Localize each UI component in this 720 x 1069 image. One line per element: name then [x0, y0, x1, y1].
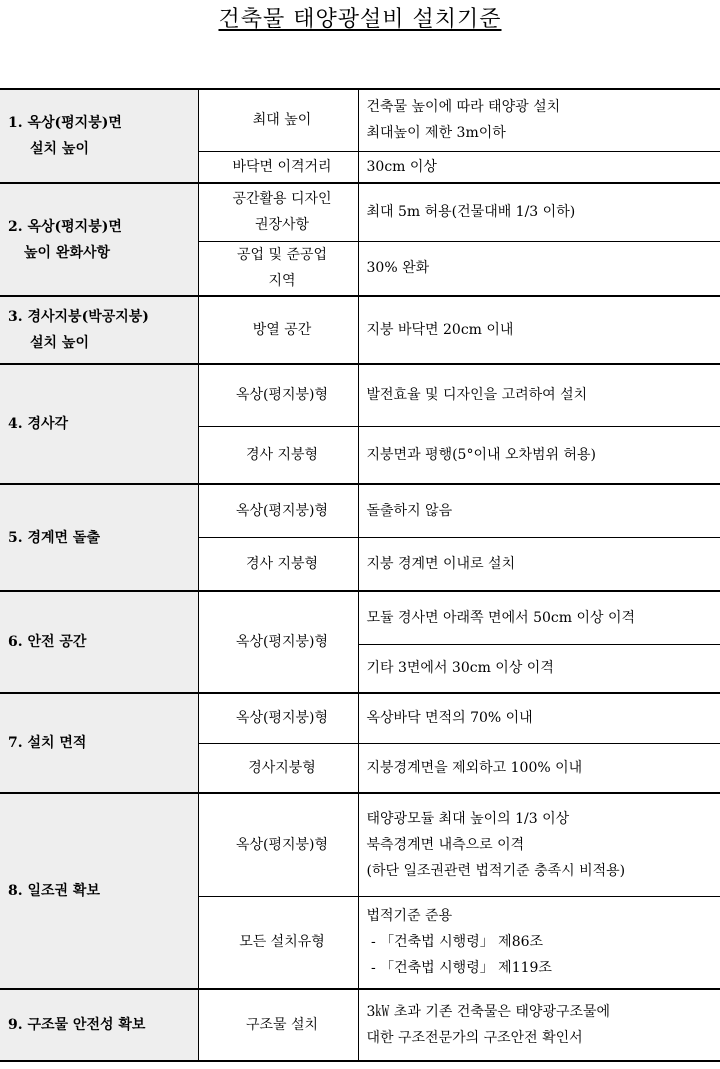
subcategory-cell: 경사 지붕형 [198, 426, 358, 484]
subcategory-cell: 모든 설치유형 [198, 896, 358, 989]
table-row [0, 693, 720, 743]
description-cell: 모듈 경사면 아래쪽 면에서 50cm 이상 이격 [358, 591, 720, 644]
subcategory-cell: 공간활용 디자인 권장사항 [198, 183, 358, 241]
document-title: 건축물 태양광설비 설치기준 [218, 7, 502, 32]
description-cell: 지붕면과 평행(5°이내 오차범위 허용) [358, 426, 720, 484]
description-cell: 3㎾ 초과 기존 건축물은 태양광구조물에 대한 구조전문가의 구조안전 확인서 [358, 989, 720, 1061]
subcategory-cell: 옥상(평지붕)형 [198, 793, 358, 896]
description-cell: 최대 5m 허용(건물대배 1/3 이하) [358, 183, 720, 241]
category-cell: 7. 설치 면적 [0, 693, 198, 793]
category-cell: 4. 경사각 [0, 364, 198, 484]
subcategory-cell: 방열 공간 [198, 296, 358, 364]
table-row [0, 364, 720, 426]
table-row [0, 484, 720, 537]
category-cell: 3. 경사지붕(박공지붕) 설치 높이 [0, 296, 198, 364]
description-cell: 지붕경계면을 제외하고 100% 이내 [358, 743, 720, 793]
subcategory-cell: 경사 지붕형 [198, 537, 358, 591]
subcategory-cell: 최대 높이 [198, 89, 358, 151]
description-cell: 30% 완화 [358, 241, 720, 296]
category-cell: 5. 경계면 돌출 [0, 484, 198, 591]
table-row [0, 183, 720, 241]
installation-standards-table [0, 88, 720, 1062]
description-cell: 돌출하지 않음 [358, 484, 720, 537]
subcategory-cell: 옥상(평지붕)형 [198, 484, 358, 537]
subcategory-cell: 옥상(평지붕)형 [198, 591, 358, 693]
subcategory-cell: 옥상(평지붕)형 [198, 693, 358, 743]
table-row [0, 89, 720, 151]
subcategory-cell: 공업 및 준공업 지역 [198, 241, 358, 296]
table-row [0, 793, 720, 896]
subcategory-cell: 구조물 설치 [198, 989, 358, 1061]
subcategory-cell: 경사지붕형 [198, 743, 358, 793]
table-row [0, 989, 720, 1061]
description-cell: 발전효율 및 디자인을 고려하여 설치 [358, 364, 720, 426]
category-cell: 1. 옥상(평지붕)면 설치 높이 [0, 89, 198, 183]
subcategory-cell: 옥상(평지붕)형 [198, 364, 358, 426]
description-cell: 지붕 경계면 이내로 설치 [358, 537, 720, 591]
description-cell: 옥상바닥 면적의 70% 이내 [358, 693, 720, 743]
category-cell: 2. 옥상(평지붕)면 높이 완화사항 [0, 183, 198, 296]
table-row [0, 296, 720, 364]
table-row [0, 591, 720, 644]
subcategory-cell: 바닥면 이격거리 [198, 151, 358, 183]
description-cell: 태양광모듈 최대 높이의 1/3 이상 북측경계면 내측으로 이격 (하단 일조권관련 법적기준 충족시 비적용) [358, 793, 720, 896]
category-cell: 9. 구조물 안전성 확보 [0, 989, 198, 1061]
category-cell: 8. 일조권 확보 [0, 793, 198, 989]
category-cell: 6. 안전 공간 [0, 591, 198, 693]
description-cell: 30cm 이상 [358, 151, 720, 183]
description-cell: 법적기준 준용 - 「건축법 시행령」 제86조 - 「건축법 시행령」 제119조 [358, 896, 720, 989]
description-cell: 지붕 바닥면 20cm 이내 [358, 296, 720, 364]
description-cell: 건축물 높이에 따라 태양광 설치 최대높이 제한 3m이하 [358, 89, 720, 151]
description-cell: 기타 3면에서 30cm 이상 이격 [358, 644, 720, 693]
